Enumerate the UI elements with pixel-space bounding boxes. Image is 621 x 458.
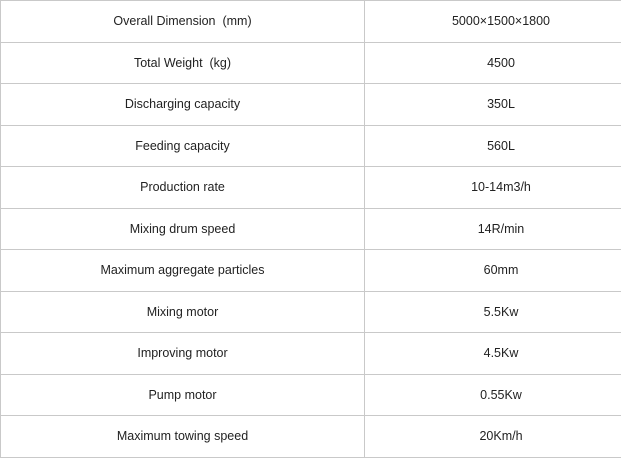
table-row [1, 167, 621, 209]
spec-value: 560L [365, 125, 621, 167]
spec-value: 14R/min [365, 208, 621, 250]
table-row [1, 84, 621, 126]
table-row [1, 208, 621, 250]
spec-label: Maximum aggregate particles [1, 250, 365, 292]
spec-value: 350L [365, 84, 621, 126]
table-row [1, 125, 621, 167]
spec-value: 10-14m3/h [365, 167, 621, 209]
table-row [1, 250, 621, 292]
spec-label: Mixing motor [1, 291, 365, 333]
spec-label: Feeding capacity [1, 125, 365, 167]
table-row [1, 42, 621, 84]
spec-value: 5.5Kw [365, 291, 621, 333]
table-row [1, 374, 621, 416]
spec-label: Production rate [1, 167, 365, 209]
spec-value: 0.55Kw [365, 374, 621, 416]
spec-label: Maximum towing speed [1, 416, 365, 458]
table-body [1, 1, 621, 458]
spec-value: 4500 [365, 42, 621, 84]
spec-label: Overall Dimension (mm) [1, 1, 365, 43]
table-row [1, 333, 621, 375]
spec-label: Mixing drum speed [1, 208, 365, 250]
spec-value: 60mm [365, 250, 621, 292]
spec-label: Pump motor [1, 374, 365, 416]
table-row [1, 1, 621, 43]
spec-label: Improving motor [1, 333, 365, 375]
table-row [1, 291, 621, 333]
table-row [1, 416, 621, 458]
spec-label: Total Weight (kg) [1, 42, 365, 84]
spec-value: 5000×1500×1800 [365, 1, 621, 43]
spec-value: 20Km/h [365, 416, 621, 458]
spec-value: 4.5Kw [365, 333, 621, 375]
spec-label: Discharging capacity [1, 84, 365, 126]
